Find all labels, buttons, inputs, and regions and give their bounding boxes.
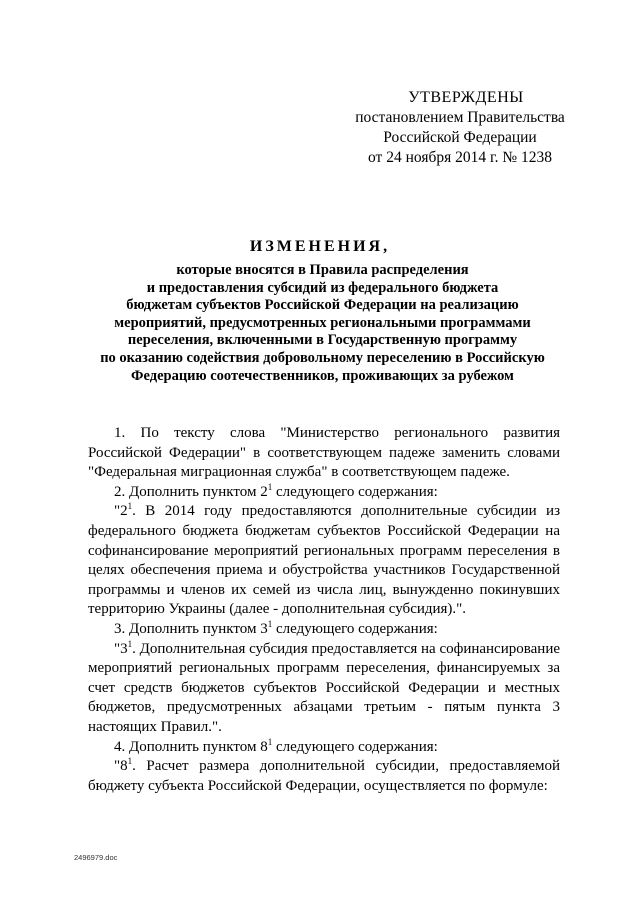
item-3-superscript: 1 bbox=[267, 618, 273, 629]
file-name-footer: 2496979.doc bbox=[74, 853, 118, 862]
subtitle-line: по оказанию содействия добровольному переселению в Российскую bbox=[100, 349, 545, 366]
quote-3-superscript: 1 bbox=[127, 638, 133, 649]
quote-4-text: . Расчет размера дополнительной субсидии, предоставляемой бюджету субъекта Российской Федерации, осуществляется по формуле: bbox=[88, 758, 560, 794]
quote-2-superscript: 1 bbox=[127, 501, 133, 512]
item-4-text-end: следующего содержания: bbox=[272, 738, 438, 755]
item-3-paragraph bbox=[88, 620, 560, 640]
quote-3-paragraph bbox=[88, 640, 560, 738]
item-2-paragraph bbox=[88, 483, 560, 503]
document-title: ИЗМЕНЕНИЯ, bbox=[249, 238, 391, 255]
approval-line-3: от 24 ноября 2014 г. № 1238 bbox=[368, 149, 552, 166]
approval-block bbox=[340, 88, 580, 168]
subtitle-line: бюджетам субъектов Российской Федерации на реализацию bbox=[126, 297, 519, 314]
quote-4-superscript: 1 bbox=[127, 756, 133, 767]
item-4-paragraph bbox=[88, 738, 560, 758]
document-body bbox=[88, 424, 560, 796]
subtitle-line: мероприятий, предусмотренных региональными программами bbox=[114, 314, 531, 331]
item-4-text: 4. Дополнить пунктом 8 bbox=[114, 738, 268, 755]
subtitle-line: Федерацию соотечественников, проживающих за рубежом bbox=[131, 367, 514, 384]
approval-line-2: Российской Федерации bbox=[383, 129, 537, 146]
item-2-text-end: следующего содержания: bbox=[272, 483, 438, 500]
item-4-superscript: 1 bbox=[267, 736, 273, 747]
quote-3-start: "3 bbox=[114, 640, 128, 657]
document-subtitle bbox=[70, 262, 575, 385]
quote-3-text: . Дополнительная субсидия предоставляется на софинансирование мероприятий региональных программ переселения, финансируемых за счет средств бюджетов субъектов Российской Федерации и местных бюджетов, предусмотренных абзацами третьим - пятым пункта 3 настоящих Правил.". bbox=[88, 640, 560, 735]
item-3-text: 3. Дополнить пунктом 3 bbox=[114, 620, 268, 637]
item-2-text: 2. Дополнить пунктом 2 bbox=[114, 483, 268, 500]
quote-2-text: . В 2014 году предоставляются дополнительные субсидии из федерального бюджета бюджетам субъектов Российской Федерации на софинансирование мероприятий региональных программ переселения в целях обеспечения приема и обустройства участников Государственной программы и членов их семей из числа лиц, вынужденно покинувших территорию Украины (далее - дополнительная субсидия).". bbox=[88, 503, 560, 618]
item-1-paragraph: 1. По тексту слова "Министерство регионального развития Российской Федерации" в соответствующем падеже заменить словами "Федеральная миграционная служба" в соответствующем падеже. bbox=[88, 425, 560, 481]
approval-heading: УТВЕРЖДЕНЫ bbox=[408, 89, 524, 106]
subtitle-line: переселения, включенными в Государственную программу bbox=[127, 332, 518, 349]
subtitle-line: которые вносятся в Правила распределения bbox=[176, 262, 469, 278]
quote-4-paragraph bbox=[88, 757, 560, 796]
quote-4-start: "8 bbox=[114, 758, 128, 775]
subtitle-line: и предоставления субсидий из федерального бюджета bbox=[146, 279, 499, 296]
item-2-superscript: 1 bbox=[267, 481, 273, 492]
item-3-text-end: следующего содержания: bbox=[272, 620, 438, 637]
quote-2-paragraph bbox=[88, 502, 560, 620]
approval-line-1: постановлением Правительства bbox=[355, 109, 565, 126]
quote-2-start: "2 bbox=[114, 503, 128, 520]
